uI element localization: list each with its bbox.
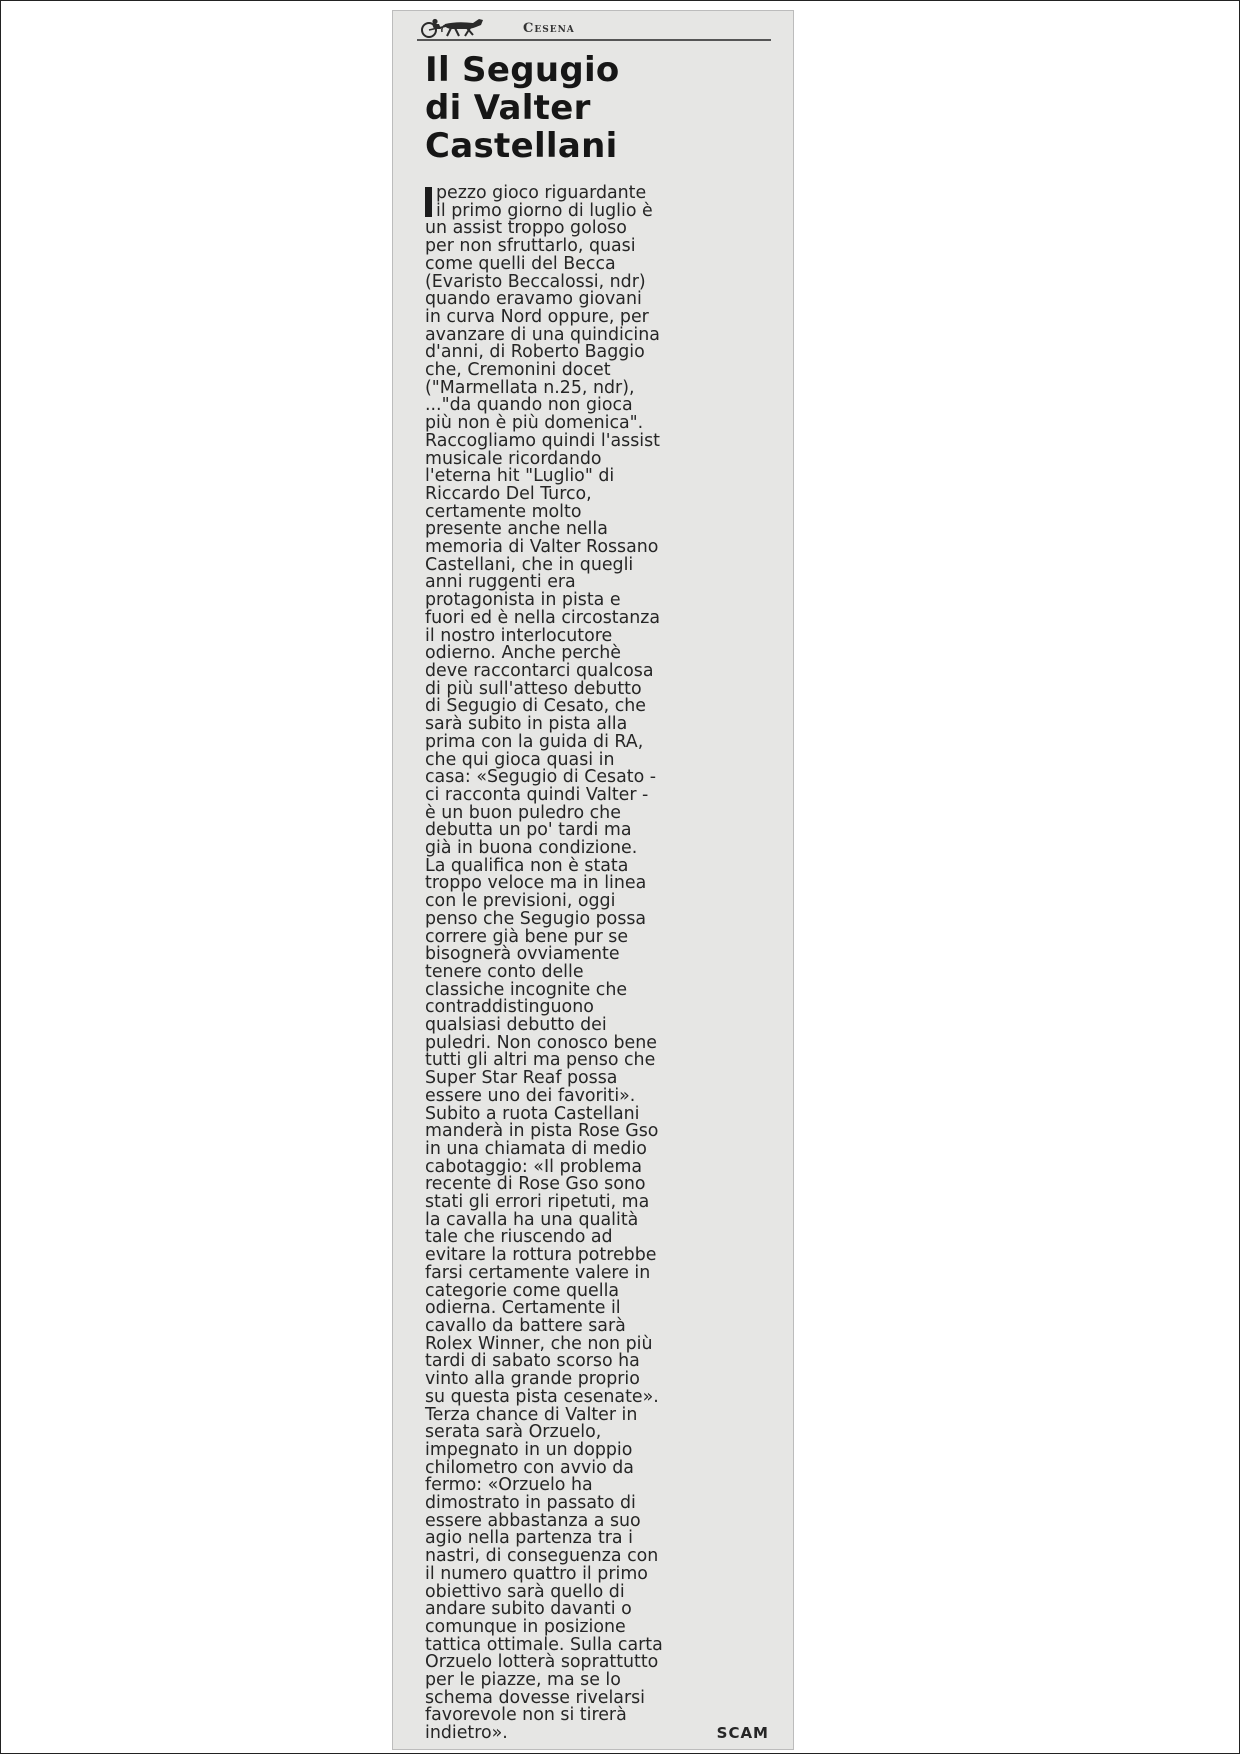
article-line: quando eravamo giovani (425, 289, 642, 310)
headline-line: Castellani (425, 126, 618, 166)
article-line: musicale ricordando (425, 448, 602, 469)
article-line: tattica ottimale. Sulla carta (425, 1634, 663, 1655)
author-signature: SCAM (716, 1724, 769, 1743)
article-line: tenere conto delle (425, 961, 584, 982)
article-line: recente di Rose Gso sono (425, 1174, 646, 1195)
article-line: tale che riuscendo ad (425, 1227, 613, 1248)
article-line: essere uno dei favoriti». (425, 1085, 636, 1106)
article-line: avanzare di una quindicina (425, 324, 660, 345)
article-line: categorie come quella (425, 1280, 620, 1301)
article-line: correre già bene pur se (425, 926, 629, 947)
article-body (425, 185, 777, 1743)
article-line: obiettivo sarà quello di (425, 1581, 625, 1602)
clipping-header (417, 17, 771, 41)
article-line: agio nella partenza tra i (425, 1528, 633, 1549)
article-line: di più sull'atteso debutto (425, 678, 642, 699)
article-line: essere abbastanza a suo (425, 1510, 641, 1531)
article-line: cabotaggio: «Il problema (425, 1156, 643, 1177)
article-line: favorevole non si tirerà (425, 1705, 627, 1726)
article-line: l'eterna hit "Luglio" di (425, 466, 615, 487)
article-line: La qualifica non è stata (425, 855, 629, 876)
article-line: fermo: «Orzuelo ha (425, 1475, 593, 1496)
article-line: sarà subito in pista alla (425, 714, 628, 735)
headline-line: di Valter (425, 88, 591, 128)
article-line: tardi di sabato scorso ha (425, 1351, 640, 1372)
article-line: con le previsioni, oggi (425, 891, 616, 912)
article-line: Rolex Winner, che non più (425, 1333, 653, 1354)
article-line: casa: «Segugio di Cesato - (425, 767, 657, 788)
article-line: il primo giorno di luglio è (436, 200, 653, 221)
article-line: farsi certamente valere in (425, 1262, 651, 1283)
article-line: puledri. Non conosco bene (425, 1032, 657, 1053)
article-line: tutti gli altri ma penso che (425, 1050, 656, 1071)
article-line: presente anche nella (425, 519, 608, 540)
article-line: Terza chance di Valter in (425, 1404, 638, 1425)
article-line: odierna. Certamente il (425, 1298, 621, 1319)
article-line: Castellani, che in quegli (425, 554, 634, 575)
article-line: già in buona condizione. (425, 838, 638, 859)
article-line: ("Marmellata n.25, ndr), (425, 377, 635, 398)
article-line: certamente molto (425, 501, 582, 522)
article-line: memoria di Valter Rossano (425, 537, 659, 558)
article-line: stati gli errori ripetuti, ma (425, 1192, 650, 1213)
article-line: contraddistinguono (425, 997, 594, 1018)
article-line (425, 185, 777, 203)
article-line: il numero quattro il primo (425, 1563, 648, 1584)
article-line: fuori ed è nella circostanza (425, 607, 661, 628)
article-line: di Segugio di Cesato, che (425, 696, 646, 717)
article-line: vinto alla grande proprio (425, 1369, 640, 1390)
article-line: impegnato in un doppio (425, 1439, 633, 1460)
article-last-line (425, 1725, 777, 1743)
trotting-horse-icon (417, 18, 495, 38)
article-line: troppo veloce ma in linea (425, 873, 647, 894)
article-line: bisognerà ovviamente (425, 944, 620, 965)
article-line: evitare la rottura potrebbe (425, 1245, 657, 1266)
article-line: Subito a ruota Castellani (425, 1103, 640, 1124)
article-line: (Evaristo Beccalossi, ndr) (425, 271, 646, 292)
article-line: qualsiasi debutto dei (425, 1015, 607, 1036)
article-line: per le piazze, ma se lo (425, 1670, 621, 1691)
article-headline (425, 51, 777, 165)
article-line: la cavalla ha una qualità (425, 1209, 639, 1230)
article-line: comunque in posizione (425, 1616, 626, 1637)
article-line: prima con la guida di RA, (425, 731, 644, 752)
article-line: chilometro con avvio da (425, 1457, 634, 1478)
section-label: Cesena (523, 20, 575, 36)
article-line: per non sfruttarlo, quasi (425, 236, 636, 257)
article-line: nastri, di conseguenza con (425, 1546, 659, 1567)
article-line-text: pezzo gioco riguardante (436, 183, 647, 203)
article-line: il nostro interlocutore (425, 625, 613, 646)
article-line: un assist troppo goloso (425, 218, 627, 239)
article-line: andare subito davanti o (425, 1599, 632, 1620)
article-line: indietro». (425, 1723, 508, 1744)
article-line: più non è più domenica". (425, 413, 644, 434)
article-line: che qui gioca quasi in (425, 749, 615, 770)
drop-cap (425, 187, 432, 217)
article-line: manderà in pista Rose Gso (425, 1121, 659, 1142)
article-line: protagonista in pista e (425, 590, 621, 611)
article-line: serata sarà Orzuelo, (425, 1422, 602, 1443)
newspaper-clipping (392, 10, 794, 1750)
article-line: in curva Nord oppure, per (425, 306, 649, 327)
article-line: Orzuelo lotterà soprattutto (425, 1652, 659, 1673)
article-line: cavallo da battere sarà (425, 1316, 626, 1336)
article-line: odierno. Anche perchè (425, 643, 621, 664)
article-line: su questa pista cesenate». (425, 1386, 659, 1407)
headline-line: Il Segugio (425, 50, 620, 90)
article-line: ..."da quando non gioca (425, 395, 633, 416)
article-line: Super Star Reaf possa (425, 1068, 618, 1089)
article-line: d'anni, di Roberto Baggio (425, 342, 645, 363)
article-line: è un buon puledro che (425, 802, 621, 823)
article-line: Riccardo Del Turco, (425, 483, 592, 504)
article-line: ci racconta quindi Valter - (425, 784, 649, 805)
article-line: deve raccontarci qualcosa (425, 660, 654, 681)
article-line: schema dovesse rivelarsi (425, 1687, 645, 1708)
article-line: anni ruggenti era (425, 572, 576, 593)
article-line: in una chiamata di medio (425, 1138, 647, 1159)
article-line: che, Cremonini docet (425, 360, 611, 381)
article-line: penso che Segugio possa (425, 908, 647, 929)
article-line: debutta un po' tardi ma (425, 820, 632, 841)
article-line: come quelli del Becca (425, 253, 616, 274)
article-line: Raccogliamo quindi l'assist (425, 430, 661, 451)
article-line: dimostrato in passato di (425, 1493, 636, 1514)
article-line: classiche incognite che (425, 979, 628, 1000)
